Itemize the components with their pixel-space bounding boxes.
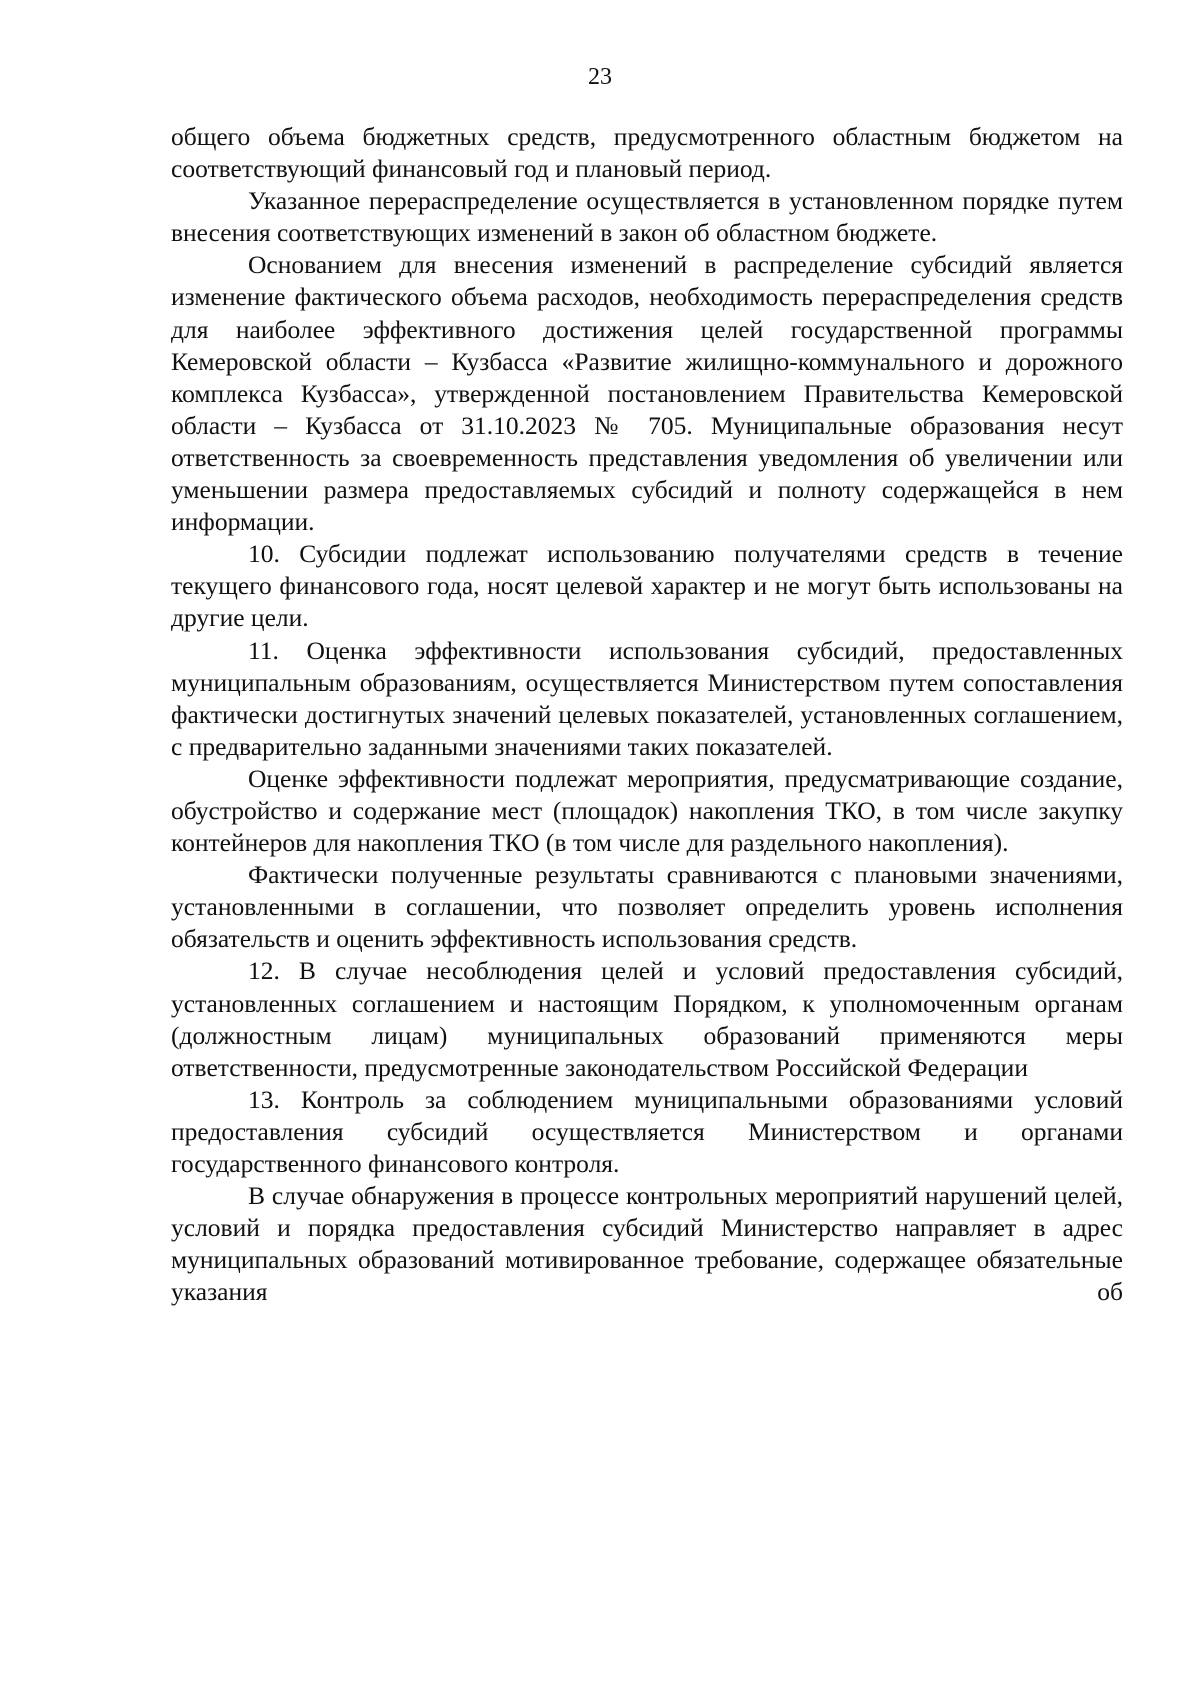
- paragraph-grounds-for-changes: Основанием для внесения изменений в распределение субсидий является изменение фактического объема расходов, необходимость перераспределения средств для наиболее эффективного достижения целей государственной программы Кемеровской области – Кузбасса «Развитие жилищно-коммунального и дорожного комплекса Кузбасса», утвержденной постановлением Правительства Кемеровской области – Кузбасса от 31.10.2023 № 705. Муниципальные образования несут ответственность за своевременность представления уведомления об увеличении или уменьшении размера предоставляемых субсидий и полноту содержащейся в нем информации.: [171, 250, 1123, 537]
- page-number: 23: [588, 64, 612, 90]
- paragraph-item-11: 11. Оценка эффективности использования субсидий, предоставленных муниципальным образованиям, осуществляется Министерством путем сопоставления фактически достигнутых значений целевых показателей, установленных соглашением, с предварительно заданными значениями таких показателей.: [171, 635, 1123, 761]
- paragraph-redistribution-procedure: Указанное перераспределение осуществляется в установленном порядке путем внесения соответствующих изменений в закон об областном бюджете.: [171, 186, 1123, 248]
- paragraph-item-12: 12. В случае несоблюдения целей и условий предоставления субсидий, установленных соглашением и настоящим Порядком, к уполномоченным органам (должностным лицам) муниципальных образований применяются меры ответственности, предусмотренные законодательством Российской Федерации: [171, 956, 1123, 1082]
- document-body: [171, 121, 1123, 1308]
- paragraph-violations-requirement: В случае обнаружения в процессе контрольных мероприятий нарушений целей, условий и порядка предоставления субсидий Министерство направляет в адрес муниципальных образований мотивированное требование, содержащее обязательные указания об: [171, 1181, 1123, 1307]
- paragraph-results-comparison: Фактически полученные результаты сравниваются с плановыми значениями, установленными в соглашении, что позволяет определить уровень исполнения обязательств и оценить эффективность использования средств.: [171, 860, 1123, 954]
- paragraph-item-10: 10. Субсидии подлежат использованию получателями средств в течение текущего финансового года, носят целевой характер и не могут быть использованы на другие цели.: [171, 539, 1123, 633]
- paragraph-budget-volume: общего объема бюджетных средств, предусмотренного областным бюджетом на соответствующий финансовый год и плановый период.: [171, 122, 1123, 184]
- paragraph-effectiveness-activities: Оценке эффективности подлежат мероприятия, предусматривающие создание, обустройство и содержание мест (площадок) накопления ТКО, в том числе закупку контейнеров для накопления ТКО (в том числе для раздельного накопления).: [171, 763, 1123, 858]
- paragraph-item-13: 13. Контроль за соблюдением муниципальными образованиями условий предоставления субсидий осуществляется Министерством и органами государственного финансового контроля.: [171, 1084, 1123, 1178]
